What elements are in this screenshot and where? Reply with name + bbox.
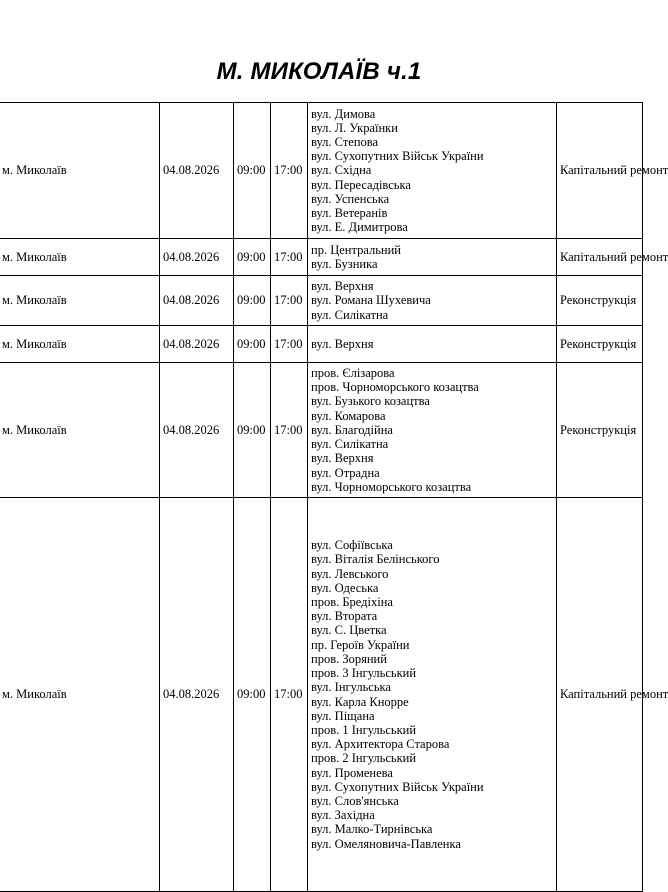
street-item: вул. Силікатна [311, 437, 389, 452]
street-item: вул. Левського [311, 566, 389, 581]
street-item: вул. Верхня [311, 336, 374, 351]
street-item: пров. Зоряний [311, 651, 387, 666]
street-item: вул. Верхня [311, 451, 374, 466]
street-item: пр. Героїв України [311, 637, 410, 652]
street-item: пр. Центральний [311, 242, 401, 257]
start-time-cell: 09:00 [234, 498, 271, 892]
street-item: вул. Віталія Белінського [311, 552, 440, 567]
streets-cell [308, 276, 557, 326]
streets-cell [308, 103, 557, 239]
street-item: вул. Втората [311, 609, 378, 624]
street-item: вул. Благодійна [311, 422, 393, 437]
date-cell: 04.08.2026 [160, 498, 234, 892]
end-time-cell: 17:00 [271, 326, 308, 363]
streets-cell [308, 326, 557, 363]
street-item: пров. 3 Інгульський [311, 666, 417, 681]
street-item: вул. Пересадівська [311, 177, 411, 192]
city-cell: м. Миколаїв [0, 276, 160, 326]
city-cell: м. Миколаїв [0, 326, 160, 363]
table-row [0, 498, 643, 892]
street-item: вул. Піщана [311, 708, 375, 723]
start-time-cell: 09:00 [234, 326, 271, 363]
street-item: пров. Чорноморського козацтва [311, 380, 479, 395]
page-title: М. МИКОЛАЇВ ч.1 [216, 58, 422, 85]
street-item: вул. Карла Кнорре [311, 694, 409, 709]
street-item: вул. Слов'янська [311, 793, 399, 808]
street-item: вул. Степова [311, 134, 379, 149]
outage-table-body [0, 103, 668, 892]
end-time-cell: 17:00 [271, 276, 308, 326]
date-cell: 04.08.2026 [160, 326, 234, 363]
street-item: вул. Софіївська [311, 538, 393, 553]
street-item: вул. Архитектора Старова [311, 737, 450, 752]
street-item: вул. Л. Українки [311, 120, 398, 135]
street-item: пров. 1 Інгульський [311, 722, 417, 737]
table-row [0, 363, 643, 498]
street-item: вул. Успенська [311, 191, 390, 206]
street-item: вул. С. Цветка [311, 623, 387, 638]
street-item: вул. Комарова [311, 408, 386, 423]
street-item: вул. Чорноморського козацтва [311, 479, 472, 494]
street-item: вул. Сухопутних Військ України [311, 779, 484, 794]
end-time-cell: 17:00 [271, 239, 308, 276]
city-cell: м. Миколаїв [0, 363, 160, 498]
date-cell: 04.08.2026 [160, 239, 234, 276]
streets-cell [308, 363, 557, 498]
end-time-cell: 17:00 [271, 363, 308, 498]
start-time-cell: 09:00 [234, 363, 271, 498]
street-item: вул. Силікатна [311, 307, 389, 322]
street-item: вул. Бузника [311, 257, 378, 271]
street-item: вул. Омеляновича-Павленка [311, 836, 461, 851]
end-time-cell: 17:00 [271, 498, 308, 892]
work-type-cell: Реконструкція [557, 326, 643, 363]
start-time-cell: 09:00 [234, 239, 271, 276]
table-row [0, 326, 643, 363]
street-item: вул. Бузького козацтва [311, 394, 430, 409]
work-type-cell: Реконструкція [557, 276, 643, 326]
street-item: вул. Одеська [311, 580, 379, 595]
city-cell: м. Миколаїв [0, 103, 160, 239]
start-time-cell: 09:00 [234, 276, 271, 326]
street-item: вул. Східна [311, 163, 372, 178]
street-item: вул. Отрадна [311, 465, 380, 480]
street-item: вул. Е. Димитрова [311, 220, 408, 235]
street-item: вул. Малко-Тирнівська [311, 822, 433, 837]
start-time-cell: 09:00 [234, 103, 271, 239]
work-type-cell: Реконструкція [557, 363, 643, 498]
street-item: вул. Променева [311, 765, 393, 780]
end-time-cell: 17:00 [271, 103, 308, 239]
table-row [0, 276, 643, 326]
work-type-cell: Капітальний ремонт [557, 239, 643, 276]
street-item: пров. 2 Інгульський [311, 751, 417, 766]
date-cell: 04.08.2026 [160, 363, 234, 498]
street-item: пров. Єлізарова [311, 366, 395, 381]
street-item: вул. Західна [311, 808, 375, 823]
streets-cell [308, 239, 557, 276]
date-cell: 04.08.2026 [160, 103, 234, 239]
city-cell: м. Миколаїв [0, 498, 160, 892]
date-cell: 04.08.2026 [160, 276, 234, 326]
street-item: вул. Інгульська [311, 680, 391, 695]
city-cell: м. Миколаїв [0, 239, 160, 276]
streets-cell [308, 498, 557, 892]
street-item: вул. Сухопутних Військ України [311, 149, 484, 164]
street-item: вул. Ветеранів [311, 206, 388, 220]
street-item: пров. Бредіхіна [311, 595, 393, 610]
street-item: вул. Романа Шухевича [311, 293, 431, 308]
work-type-cell: Капітальний ремонт [557, 103, 643, 239]
work-type-cell: Капітальний ремонт [557, 498, 643, 892]
street-item: вул. Верхня [311, 279, 374, 294]
outage-table [0, 102, 668, 892]
table-row [0, 239, 643, 276]
table-row [0, 103, 643, 239]
street-item: вул. Димова [311, 106, 376, 121]
